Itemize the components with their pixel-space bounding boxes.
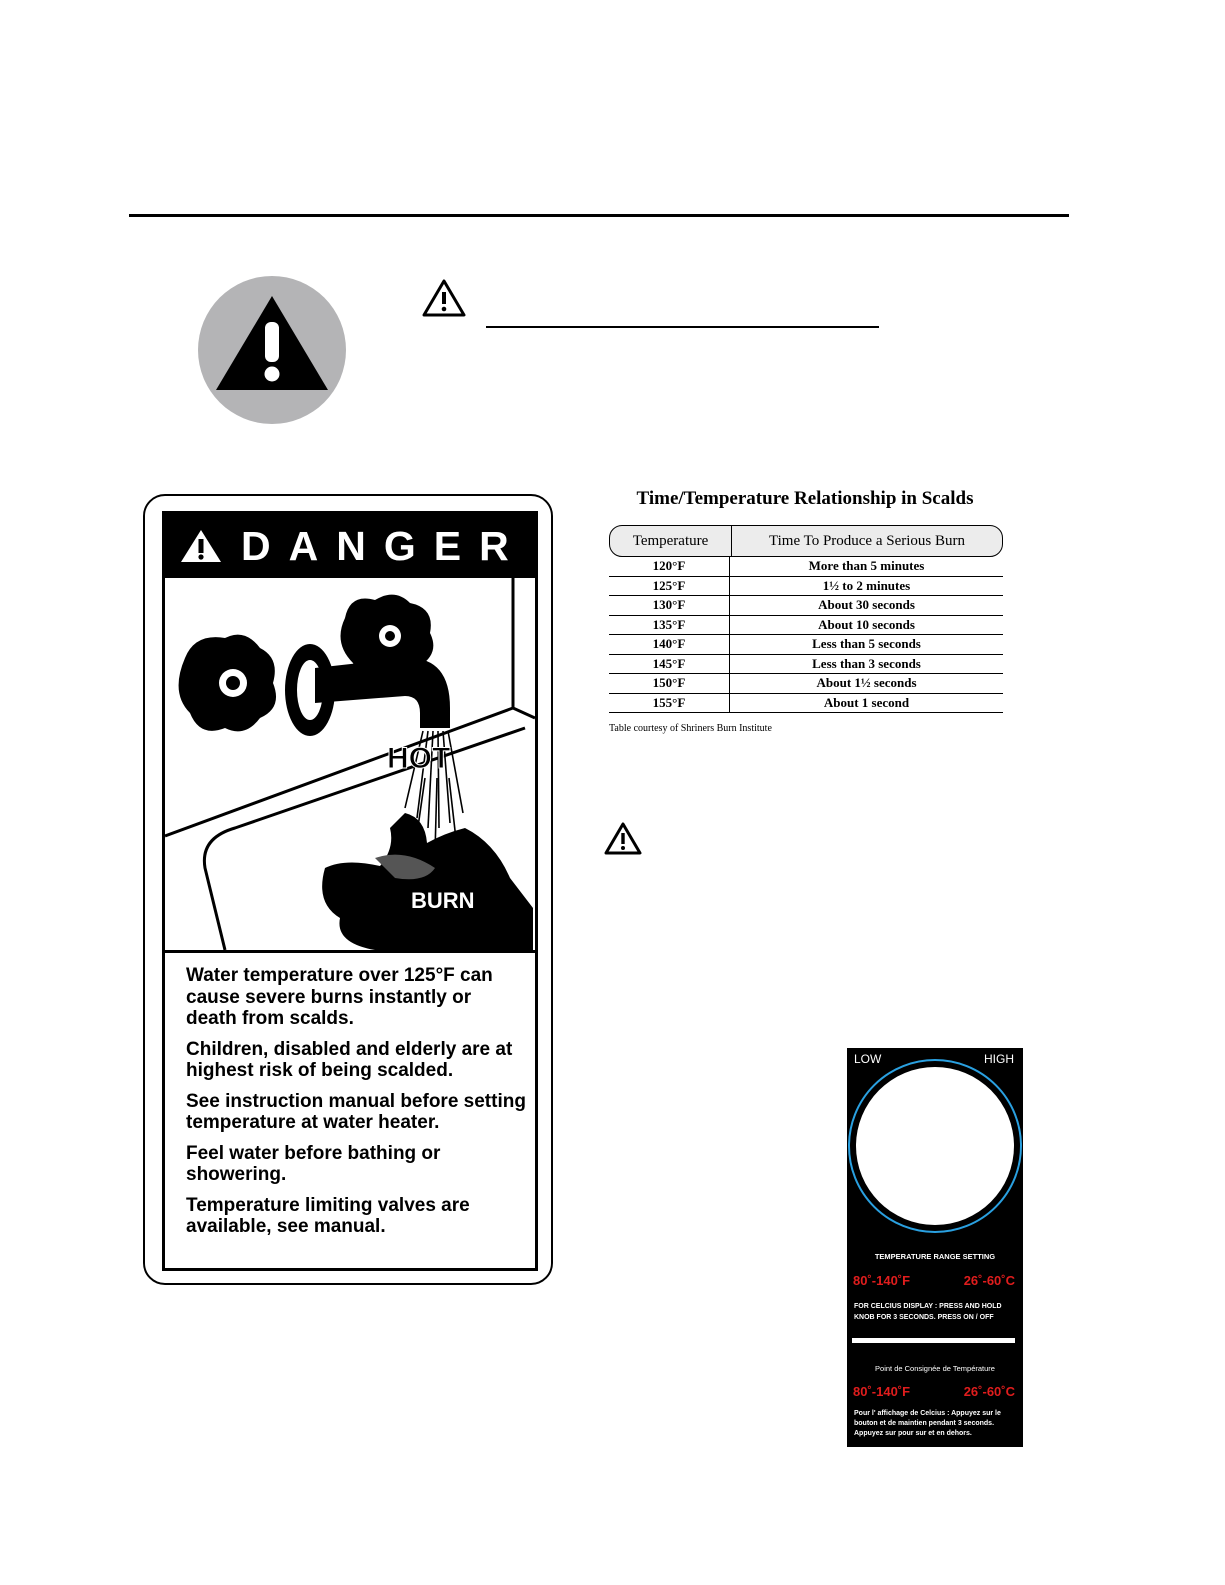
table-body <box>609 557 1003 713</box>
burn-time-cell: About 1½ seconds <box>816 675 917 691</box>
danger-header <box>165 514 535 578</box>
danger-text-block <box>186 965 526 1247</box>
temperature-control-label <box>847 1048 1023 1447</box>
temperature-range-heading: TEMPERATURE RANGE SETTING <box>874 1252 996 1261</box>
burn-time-cell: About 1 second <box>823 694 910 710</box>
danger-paragraph: Feel water before bathing or showering. <box>186 1142 441 1185</box>
burn-time-cell: About 30 seconds <box>818 597 915 613</box>
burn-time-cell: Less than 5 seconds <box>812 636 921 652</box>
column-header: Temperature <box>610 526 732 556</box>
scald-table <box>609 525 1003 713</box>
danger-title: DANGER <box>241 522 527 569</box>
temperature-cell: 150°F <box>609 674 730 693</box>
burn-time-cell: More than 5 minutes <box>808 558 925 574</box>
heading-underline <box>486 326 879 328</box>
danger-paragraph: Water temperature over 125°F can cause severe burns instantly or death from scalds. <box>186 965 493 1029</box>
warning-triangle-icon <box>421 278 467 318</box>
warning-triangle-icon <box>179 528 223 564</box>
table-row <box>609 694 1003 714</box>
french-range-heading: Point de Consignée de Température <box>875 1364 995 1373</box>
danger-paragraph: Children, disabled and elderly are at highest risk of being scalded. <box>186 1038 513 1081</box>
danger-label-frame <box>162 511 538 1271</box>
danger-paragraph: Temperature limiting valves are available, see manual. <box>186 1194 470 1237</box>
table-row <box>609 655 1003 675</box>
table-header <box>609 525 1003 557</box>
hot-word: HOT <box>387 742 451 775</box>
warning-circle-icon <box>196 274 348 426</box>
warning-triangle-icon <box>603 821 643 856</box>
high-label: HIGH <box>984 1052 1014 1066</box>
temperature-cell: 120°F <box>609 557 730 576</box>
danger-label <box>143 494 553 1285</box>
fahrenheit-range-fr: 80˚-140˚F <box>853 1384 911 1399</box>
hot-water-burn-illustration <box>165 578 535 950</box>
table-row <box>609 635 1003 655</box>
table-footnote: Table courtesy of Shriners Burn Institute <box>609 723 772 734</box>
burn-word: BURN <box>411 888 475 913</box>
table-row <box>609 577 1003 597</box>
celsius-range: 26˚-60˚C <box>963 1273 1015 1288</box>
temperature-cell: 145°F <box>609 655 730 674</box>
temperature-cell: 155°F <box>609 694 730 713</box>
left-faucet-handle <box>179 635 276 732</box>
table-row <box>609 674 1003 694</box>
table-title: Time/Temperature Relationship in Scalds <box>636 488 974 509</box>
burn-time-cell: Less than 3 seconds <box>812 655 921 671</box>
low-label: LOW <box>854 1052 882 1066</box>
temperature-cell: 125°F <box>609 577 730 596</box>
temperature-knob-ring[interactable] <box>847 1058 1023 1234</box>
celsius-instruction: FOR CELCIUS DISPLAY : PRESS AND HOLD KNOB FOR 3 SECONDS. PRESS ON / OFF <box>854 1303 1002 1321</box>
table-row <box>609 557 1003 577</box>
table-row <box>609 616 1003 636</box>
right-faucet-handle <box>341 595 434 678</box>
temperature-cell: 130°F <box>609 596 730 615</box>
table-row <box>609 596 1003 616</box>
temperature-cell: 140°F <box>609 635 730 654</box>
fahrenheit-range: 80˚-140˚F <box>853 1273 911 1288</box>
danger-divider <box>165 950 535 953</box>
burn-time-cell: About 10 seconds <box>818 616 915 632</box>
danger-paragraph: See instruction manual before setting temperature at water heater. <box>186 1090 526 1133</box>
header-rule <box>129 214 1069 217</box>
temperature-cell: 135°F <box>609 616 730 635</box>
french-instruction: Pour l' affichage de Celcius : Appuyez sur le bouton et de maintien pendant 3 seconds. Appuyez sur pour sur et en dehors. <box>854 1410 1001 1437</box>
column-header: Time To Produce a Serious Burn <box>768 532 966 549</box>
burn-time-cell: 1½ to 2 minutes <box>822 577 911 593</box>
celsius-range-fr: 26˚-60˚C <box>963 1384 1015 1399</box>
divider-bar <box>852 1338 1015 1343</box>
